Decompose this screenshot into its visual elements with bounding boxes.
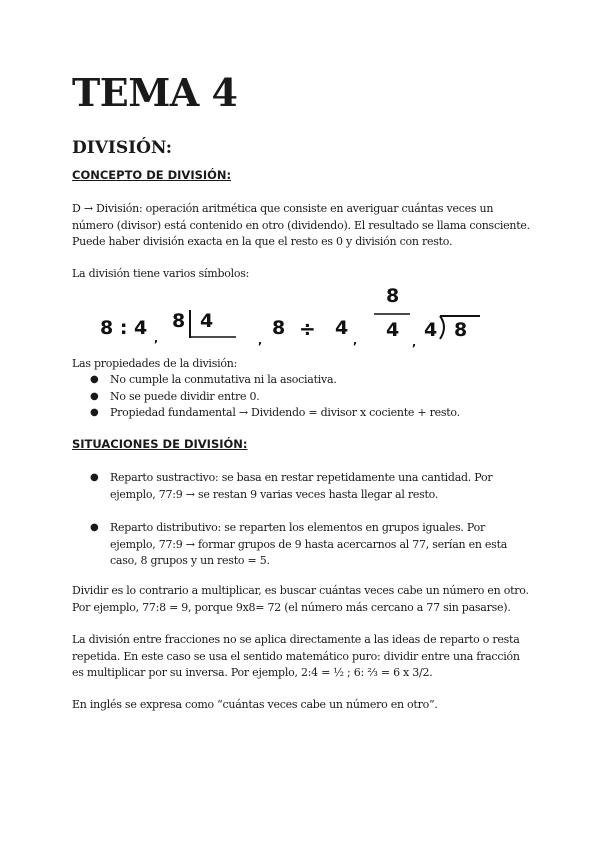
bullet-icon: ● <box>90 407 99 418</box>
property-text: No se puede dividir entre 0. <box>110 389 260 403</box>
symbol-box-divisor: 4 <box>200 310 214 332</box>
symbol-obelus-dividend: 8 <box>272 317 286 339</box>
separator: , <box>353 334 358 347</box>
separator: , <box>258 334 263 347</box>
symbol-obelus-divisor: 4 <box>335 317 349 339</box>
section-title: DIVISIÓN: <box>72 138 173 158</box>
symbol-long-divisor: 4 <box>424 319 438 341</box>
situations-list-1 <box>72 470 532 503</box>
property-text: Propiedad fundamental → Dividendo = divisor x cociente + resto. <box>110 406 460 419</box>
properties-intro: Las propiedades de la división: <box>72 357 238 370</box>
separator: , <box>154 332 159 345</box>
symbol-fraction-numerator: 8 <box>386 285 400 307</box>
situations-heading: SITUACIONES DE DIVISIÓN: <box>72 437 248 451</box>
long-division-bracket <box>440 316 444 339</box>
fractions-paragraph: La división entre fracciones no se aplica directamente a las ideas de reparto o resta repetida. En este caso se usa el sentido matemático puro: dividir entre una fracción es multiplicar por su inversa. Por ejemplo, 2:4 = ½ ; 6: ⅔ = 6 x 3/2. <box>72 633 520 679</box>
list-item <box>72 405 532 422</box>
situations-list-2 <box>72 520 532 570</box>
bullet-icon: ● <box>90 472 99 483</box>
list-item <box>72 470 532 503</box>
division-symbols-figure <box>72 282 532 352</box>
list-item <box>72 520 532 570</box>
bullet-icon: ● <box>90 522 99 533</box>
symbol-obelus-sign: ÷ <box>299 317 316 341</box>
symbol-box-dividend: 8 <box>172 310 186 332</box>
page-title: TEMA 4 <box>72 70 238 115</box>
concept-definition: D → División: operación aritmética que consiste en averiguar cuántas veces un número (divisor) está contenido en otro (dividendo). El resultado se llama consciente. Puede haber división exacta en la que el resto es 0 y división con resto. <box>72 202 530 248</box>
concept-heading: CONCEPTO DE DIVISIÓN: <box>72 168 232 182</box>
symbol-fraction-denominator: 4 <box>386 319 400 341</box>
list-item <box>72 372 532 389</box>
properties-list <box>72 372 532 422</box>
situation-text: Reparto sustractivo: se basa en restar repetidamente una cantidad. Por ejemplo, 77:9 → se restan 9 varias veces hasta llegar al resto. <box>110 471 493 501</box>
multiplication-paragraph: Dividir es lo contrario a multiplicar, es buscar cuántas veces cabe un número en otro. Por ejemplo, 77:8 = 9, porque 9x8= 72 (el número más cercano a 77 sin pasarse). <box>72 584 529 614</box>
separator: , <box>412 336 417 349</box>
symbol-colon-form: 8 : 4 <box>100 317 148 339</box>
english-paragraph: En inglés se expresa como “cuántas veces cabe un número en otro”. <box>72 698 438 711</box>
property-text: No cumple la conmutativa ni la asociativa. <box>110 373 337 386</box>
symbol-long-dividend: 8 <box>454 319 468 341</box>
bullet-icon: ● <box>90 374 99 385</box>
symbols-intro: La división tiene varios símbolos: <box>72 267 250 280</box>
list-item <box>72 389 532 406</box>
bullet-icon: ● <box>90 390 99 402</box>
situation-text: Reparto distributivo: se reparten los elementos en grupos iguales. Por ejemplo, 77:9 → formar grupos de 9 hasta acercarnos al 77, serían en esta caso, 8 grupos y un resto = 5. <box>110 521 508 567</box>
